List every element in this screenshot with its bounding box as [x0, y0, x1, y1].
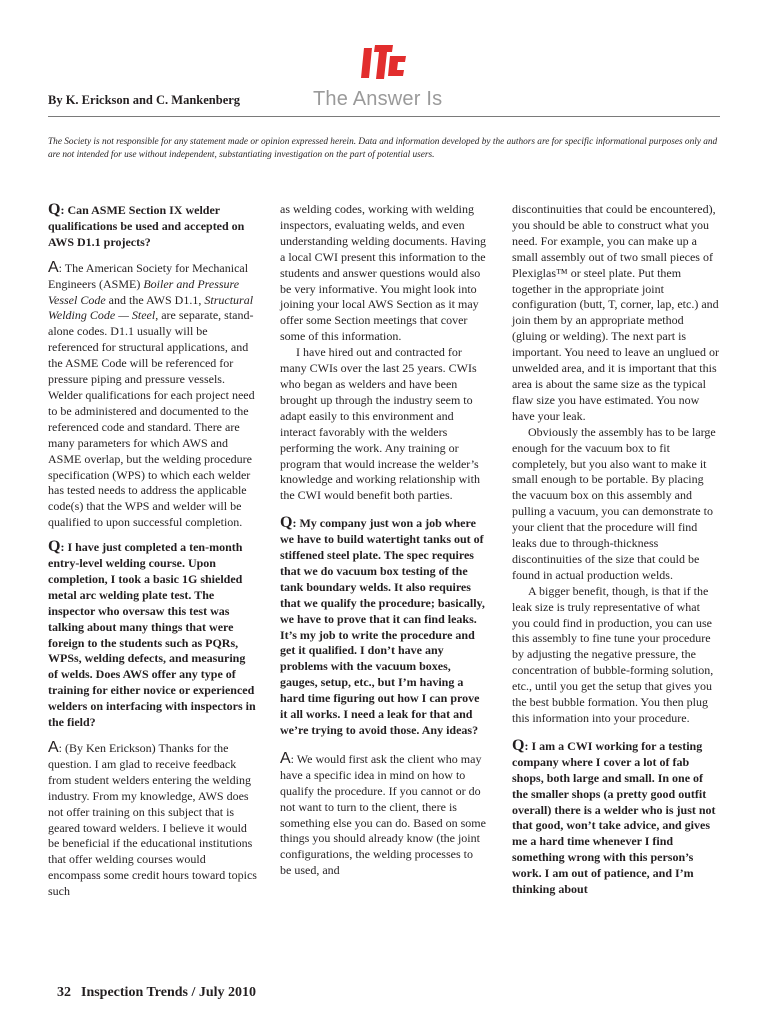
answer-3-continued: discontinuities that could be encountered), you should be able to construct what you need. For example, you can make up a small assembly out of two small pieces of Plexiglas™ or steel plate. Put them together in the appropriate joint configuration (butt, T, corner, lap, etc.) and join them by an appropriate method (gluing or welding). The next part is important. You need to leave an unglued or unwelded area, and it is important that this area is about the same size as the typical flaw size you have estimated. You now have your leak.	[512, 202, 719, 423]
question-1-text: Can ASME Section IX welder qualifications be used and accepted on AWS D1.1 projects?	[48, 203, 245, 249]
column-3	[512, 202, 720, 898]
inspection-trends-logo	[360, 42, 408, 82]
question-2: Q: I have just completed a ten-month entry-level welding course. Upon completion, I took a basic 1G shielded metal arc welding plate test. The inspector who oversaw this test was talking about many things that were foreign to the students such as PQRs, WPSs, welding defects, and measuring of welds. Does AWS offer any type of training for either novice or experienced welders on interfacing with inspectors in the field?	[48, 538, 256, 730]
question-3-text: My company just won a job where we have to build watertight tanks out of stiffened steel plate. The spec requires that we do vacuum box testing of the tank boundary welds. It also requires that we qualify the procedure; basically, we have to prove that it can find leaks. It’s my job to write the procedure and get it qualified. I don’t have any problems with the vacuum boxes, gauges, setup, etc., but I’m having a hard time figuring out how I can prove it all works. I need a leak for that and we’re trying to avoid those. Any ideas?	[280, 516, 485, 737]
answer-2-paragraph-2: I have hired out and contracted for many CWIs over the last 25 years. CWIs who began as welders and have been brought up through the industry seem to adapt easily to this environment and interact favorably with the welders performing the work. Any training or program that would increase the welder’s knowledge and working relationship with the CWI would benefit both parties.	[280, 345, 480, 503]
question-4-text: I am a CWI working for a testing company where I cover a lot of fab shops, both large and small. In one of the smaller shops (a pretty good outfit overall) there is a welder who is just not that good, won’t take advice, and gives me a hard time whenever I find something wrong with this person’s work. I am out of patience, and I’m thinking about	[512, 738, 716, 897]
answer-3-paragraph-3: A bigger benefit, though, is that if the leak size is truly representative of what you could find in production, you can use this assembly to fine tune your procedure by adjusting the negative pressure, the concentration of bubble-forming solution, etc., until you get the setup that gives you the best bubble formation. You then plug this information into your procedure.	[512, 583, 714, 725]
page-number: 32	[57, 985, 71, 1000]
structural-code-title: Structural Welding Code — Steel	[48, 292, 254, 323]
answer-3-paragraph-2: Obviously the assembly has to be large enough for the vacuum box to fit completely, but you also want to make it small enough to be portable. By placing the vacuum box on this assembly and pulling a vacuum, you can demonstrate to your client that the procedure will find leaks due to through-thickness discontinuities of the size that could be found in actual production welds.	[512, 424, 716, 582]
answer-3: A: We would first ask the client who may have a specific idea in mind on how to qualify the procedure. If you cannot or do not want to turn to the client, there is something else you can do. Based on some things you should already know (the joint configurations, the welding processes to be used, and	[280, 749, 486, 878]
question-3: Q: My company just won a job where we have to build watertight tanks out of stiffened steel plate. The spec requires that we do vacuum box testing of the tank boundary welds. It also requires that we qualify the procedure; basically, we have to prove that it can find leaks. It’s my job to write the procedure and get it qualified. I don’t have any problems with the vacuum boxes, gauges, setup, etc., but I’m having a hard time figuring out how I can prove it all works. I need a leak for that and we’re trying to avoid those. Any ideas?	[280, 514, 485, 737]
answer-1: A: The American Society for Mechanical Engineers (ASME) Boiler and Pressure Vessel Code and the AWS D1.1, Structural Welding Code — Steel, are separate, stand-alone codes. D1.1 usually will be referenced for structural applications, and the ASME Code will be referenced for pressure piping and pressure vessels. Welder qualifications for each project need to be administered and documented to the referenced code and standard. There are many parameters for which AWS and ASME overlap, but the welding procedure specification (WPS) to which each welder has tested needs to address the applicable code(s) that the WPS and welder will be qualified to upon successful completion.	[48, 258, 255, 530]
column-2	[280, 202, 486, 879]
question-2-text: I have just completed a ten-month entry-level welding course. Upon completion, I took a basic 1G shielded metal arc welding plate test. The inspector who oversaw this test was talking about many things that were foreign to the students such as PQRs, WPSs, welding defects, and measuring of welds. Does AWS offer any type of training for either novice or experienced welders on interfacing with inspectors in the field?	[48, 540, 256, 730]
disclaimer: The Society is not responsible for any statement made or opinion expressed herein. Data and information developed by the authors are for specific informational purposes only and are not intended for use without independent, substantiating investigation on the part of potential users.	[48, 137, 718, 160]
question-1: Q: Can ASME Section IX welder qualifications be used and accepted on AWS D1.1 projects?	[48, 201, 245, 249]
answer-2: A: (By Ken Erickson) Thanks for the question. I am glad to receive feedback from student welders entering the welding industry. From my knowledge, AWS does not offer training on this subject that is geared toward welders. I believe it would be beneficial if the educational institutions that offer welding courses would encompass some credit hours toward topics such	[48, 739, 257, 899]
boiler-code-title: Boiler and Pressure Vessel Code	[48, 276, 240, 307]
a-label: A	[48, 258, 59, 276]
question-4: Q: I am a CWI working for a testing company where I cover a lot of fab shops, both large and small. In one of the smaller shops (a pretty good outfit overall) there is a welder who is just not that good, won’t take advice, and gives me a hard time whenever I find something wrong with this person’s work. I am out of patience, and I’m thinking about	[512, 736, 716, 897]
a-label: A	[280, 749, 291, 767]
answer-3-text: We would first ask the client who may have a specific idea in mind on how to qualify the procedure. If you cannot or do not want to turn to the client, there is something else you can do. Based on some things you should already know (the joint configurations, the welding processes to be used, and	[280, 751, 486, 878]
publication-name: Inspection Trends / July 2010	[81, 985, 257, 1000]
a-label: A	[48, 739, 59, 756]
q-label: Q	[512, 736, 525, 754]
byline: By K. Erickson and C. Mankenberg	[48, 93, 241, 107]
q-label: Q	[48, 538, 61, 556]
page-footer	[57, 985, 256, 1001]
q-label: Q	[280, 514, 293, 532]
q-label: Q	[48, 201, 61, 218]
answer-2-continued: as welding codes, working with welding inspectors, evaluating welds, and even understanding welding documents. Having a local CWI present this information to the students and answer questions would also be very informative. You might look into joining your local AWS Section as it may offer some Section meetings that cover some of this information.	[280, 202, 486, 344]
column-1	[48, 202, 258, 900]
answer-2-text: (By Ken Erickson) Thanks for the question. I am glad to receive feedback from student welders entering the welding industry. From my knowledge, AWS does not offer training on this subject that is geared toward welders. I believe it would be beneficial if the educational institutions that offer welding courses would encompass some credit hours toward topics such	[48, 741, 257, 899]
header-rule	[48, 116, 720, 117]
column-title: The Answer Is	[313, 88, 443, 110]
